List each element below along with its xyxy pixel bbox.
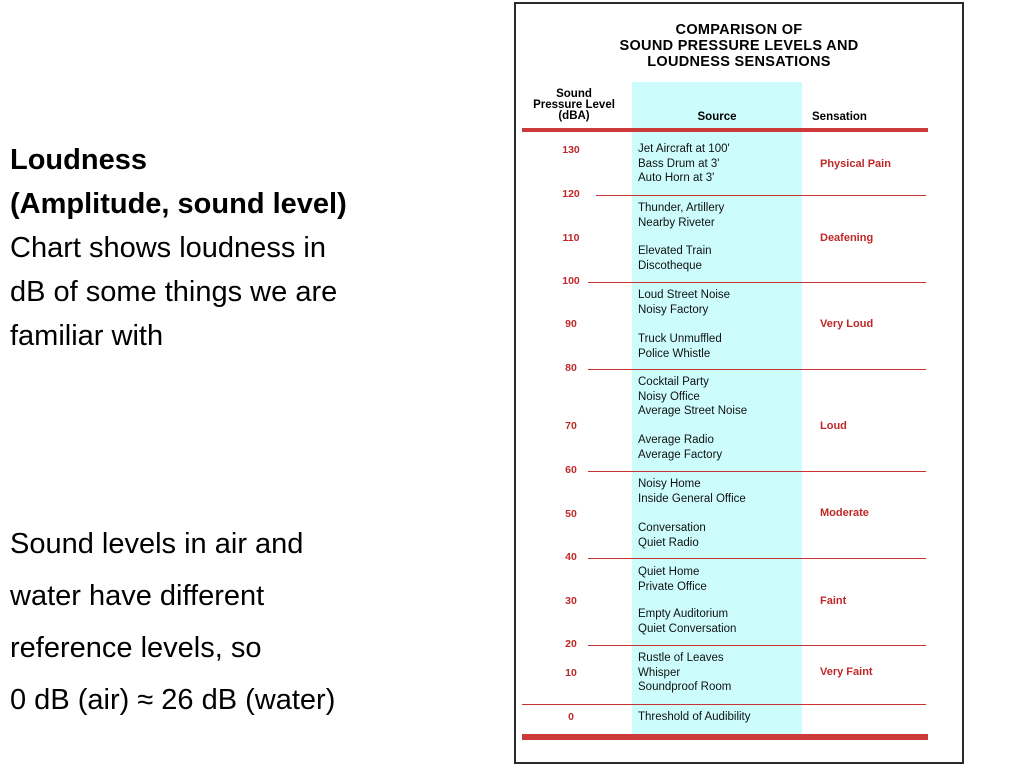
source-item: Quiet Radio [638, 536, 699, 549]
source-group [638, 142, 730, 186]
sensation-label: Very Faint [820, 666, 873, 678]
source-group [638, 710, 751, 725]
heading-line-2: (Amplitude, sound level) [10, 188, 347, 220]
source-group [638, 332, 722, 361]
db-label: 70 [565, 420, 577, 432]
source-item: Inside General Office [638, 492, 746, 505]
source-item: Quiet Home [638, 566, 700, 578]
sensation-label: Faint [820, 595, 847, 607]
heading-line-1: Loudness [10, 144, 147, 176]
source-group [638, 244, 712, 273]
db-label: 10 [565, 667, 577, 679]
db-label: 110 [562, 232, 580, 244]
db-label: 90 [565, 318, 577, 330]
source-item: Thunder, Artillery [638, 202, 725, 214]
source-group [638, 375, 747, 419]
header-spl-line-1: Sound [556, 88, 592, 100]
header-source: Source [697, 111, 737, 123]
chart-title-line-1: COMPARISON OF [675, 22, 803, 38]
source-group [638, 521, 706, 550]
sensation-label: Moderate [820, 507, 869, 519]
sound-level-chart [514, 2, 964, 764]
db-label: 20 [565, 638, 577, 650]
source-item: Empty Auditorium [638, 608, 729, 620]
source-item: Cocktail Party [638, 376, 709, 388]
sensation-label: Loud [820, 420, 847, 432]
source-item: Quiet Conversation [638, 622, 737, 635]
source-group [638, 201, 724, 230]
db-label: 80 [565, 362, 577, 374]
source-group [638, 651, 731, 695]
source-item: Private Office [638, 580, 707, 593]
source-item: Auto Horn at 3' [638, 172, 715, 184]
footer-bar [522, 734, 928, 740]
level-divider [588, 645, 926, 646]
header-divider-bar [522, 128, 928, 132]
note-line-2: water have different [10, 580, 265, 612]
source-item: Truck Unmuffled [638, 333, 722, 345]
db-label: 0 [568, 711, 574, 723]
source-item: Bass Drum at 3' [638, 157, 720, 170]
source-item: Soundproof Room [638, 681, 732, 693]
sensation-label: Very Loud [820, 318, 874, 330]
source-item: Jet Aircraft at 100' [638, 143, 730, 155]
level-divider [522, 704, 926, 705]
db-label: 30 [565, 595, 577, 607]
sensation-label: Deafening [820, 232, 874, 244]
db-label: 100 [562, 275, 580, 287]
chart-title [516, 22, 962, 70]
source-item: Conversation [638, 522, 706, 534]
db-label: 40 [565, 551, 577, 563]
level-divider [588, 558, 926, 559]
source-item: Rustle of Leaves [638, 652, 724, 664]
source-group [638, 288, 730, 317]
source-group [638, 607, 736, 636]
header-spl-line-3: (dBA) [558, 110, 590, 122]
db-label: 130 [562, 144, 580, 156]
note-line-4: 0 dB (air) ≈ 26 dB (water) [10, 684, 336, 716]
source-item: Discotheque [638, 259, 702, 272]
source-item: Average Factory [638, 448, 723, 461]
source-item: Nearby Riveter [638, 216, 715, 229]
db-label: 120 [562, 188, 580, 200]
source-item: Whisper [638, 666, 681, 679]
body-line-3: familiar with [10, 320, 164, 352]
source-item: Elevated Train [638, 245, 712, 257]
loudness-description [10, 138, 490, 358]
header-sensation: Sensation [812, 111, 867, 123]
source-item: Loud Street Noise [638, 289, 731, 301]
source-item: Noisy Office [638, 390, 700, 403]
source-item: Noisy Factory [638, 303, 709, 316]
level-divider [596, 195, 926, 196]
source-item: Noisy Home [638, 478, 701, 490]
chart-title-line-3: LOUDNESS SENSATIONS [647, 54, 831, 70]
db-label: 60 [565, 464, 577, 476]
reference-levels-note [10, 518, 490, 726]
note-line-1: Sound levels in air and [10, 528, 304, 560]
chart-title-line-2: SOUND PRESSURE LEVELS AND [619, 38, 859, 54]
sensation-label: Physical Pain [820, 158, 891, 170]
source-group [638, 433, 722, 462]
level-divider [588, 369, 926, 370]
body-line-1: Chart shows loudness in [10, 232, 326, 264]
db-label: 50 [565, 508, 577, 520]
level-divider [588, 282, 926, 283]
source-item: Average Street Noise [638, 405, 748, 417]
source-item: Police Whistle [638, 347, 711, 360]
source-group [638, 565, 707, 594]
source-item: Average Radio [638, 434, 714, 446]
source-item: Threshold of Audibility [638, 711, 751, 723]
header-spl-line-2: Pressure Level [533, 99, 615, 111]
note-line-3: reference levels, so [10, 632, 262, 664]
source-group [638, 477, 746, 506]
header-sound-pressure-level [524, 89, 624, 122]
body-line-2: dB of some things we are [10, 276, 338, 308]
level-divider [588, 471, 926, 472]
